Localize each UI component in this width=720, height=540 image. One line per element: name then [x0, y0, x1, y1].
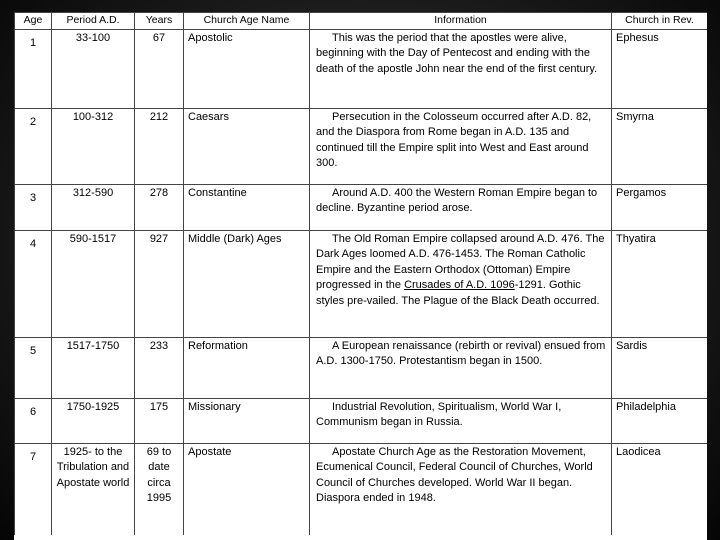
info-text — [316, 232, 607, 310]
years-cell: 927 — [135, 230, 184, 337]
info-text: Industrial Revolution, Spiritualism, World War I, Communism began in Russia. — [316, 400, 562, 428]
period-cell: 33-100 — [52, 29, 135, 108]
name-cell: Reformation — [184, 337, 310, 398]
age-cell: 4 — [15, 230, 52, 337]
info-text-pre: The Old Roman Empire collapsed around A.D. 476. The Dark Ages loomed A.D. 476-1453. The Roman Catholic Empire and the Eastern Orthodox (Ottoman) Empire progressed in the — [316, 232, 605, 291]
years-cell: 212 — [135, 108, 184, 184]
info-cell — [310, 230, 612, 337]
years-cell: 278 — [135, 184, 184, 230]
age-cell: 5 — [15, 337, 52, 398]
church-cell: Pergamos — [612, 184, 708, 230]
age-cell: 7 — [15, 443, 52, 535]
years-cell: 233 — [135, 337, 184, 398]
table-row — [15, 443, 708, 535]
years-cell: 175 — [135, 398, 184, 443]
info-text: This was the period that the apostles were alive, beginning with the Day of Pentecost and ending with the death of the apostle John near the end of the first century. — [316, 31, 598, 75]
period-cell: 590-1517 — [52, 230, 135, 337]
church-cell: Thyatira — [612, 230, 708, 337]
info-text-post: -1291. Gothic styles pre-vailed. The Plague of the Black Death occurred. — [316, 279, 600, 307]
age-cell: 3 — [15, 184, 52, 230]
info-text: Around A.D. 400 the Western Roman Empire began to decline. Byzantine period arose. — [316, 186, 598, 214]
name-cell: Apostate — [184, 443, 310, 535]
document-page — [14, 12, 707, 540]
church-ages-table — [14, 12, 707, 535]
header-period: Period A.D. — [52, 13, 135, 30]
header-church-in-rev: Church in Rev. — [612, 13, 708, 30]
name-cell: Constantine — [184, 184, 310, 230]
age-cell: 1 — [15, 29, 52, 108]
info-cell — [310, 443, 612, 535]
table-row — [15, 230, 708, 337]
church-cell: Philadelphia — [612, 398, 708, 443]
name-cell: Middle (Dark) Ages — [184, 230, 310, 337]
period-cell: 1750-1925 — [52, 398, 135, 443]
info-cell — [310, 29, 612, 108]
info-text: Persecution in the Colosseum occurred after A.D. 82, and the Diaspora from Rome began in A.D. 135 and continued till the Empire split into West and East around 300. — [316, 110, 592, 169]
period-cell: 100-312 — [52, 108, 135, 184]
header-information: Information — [310, 13, 612, 30]
header-age: Age — [15, 13, 52, 30]
period-cell: 1517-1750 — [52, 337, 135, 398]
church-cell: Smyrna — [612, 108, 708, 184]
church-cell: Ephesus — [612, 29, 708, 108]
years-cell: 69 to date circa 1995 — [135, 443, 184, 535]
table-row — [15, 184, 708, 230]
info-cell — [310, 184, 612, 230]
period-cell: 312-590 — [52, 184, 135, 230]
table-row — [15, 337, 708, 398]
name-cell: Missionary — [184, 398, 310, 443]
info-text: A European renaissance (rebirth or revival) ensued from A.D. 1300-1750. Protestantism began in 1500. — [316, 339, 606, 367]
table-row — [15, 398, 708, 443]
header-years: Years — [135, 13, 184, 30]
table-row — [15, 108, 708, 184]
age-cell: 2 — [15, 108, 52, 184]
info-cell — [310, 337, 612, 398]
info-cell — [310, 398, 612, 443]
period-cell: 1925- to the Tribulation and Apostate world — [52, 443, 135, 535]
info-text: Apostate Church Age as the Restoration Movement, Ecumenical Council, Federal Council of Churches, World Council of Churches developed. World War II began. Diaspora ended in 1948. — [316, 445, 593, 504]
table-row — [15, 29, 708, 108]
info-cell — [310, 108, 612, 184]
header-church-age-name: Church Age Name — [184, 13, 310, 30]
years-cell: 67 — [135, 29, 184, 108]
header-row — [15, 13, 708, 30]
name-cell: Apostolic — [184, 29, 310, 108]
age-cell: 6 — [15, 398, 52, 443]
crusades-link-text: Crusades of A.D. 1096 — [404, 279, 515, 291]
name-cell: Caesars — [184, 108, 310, 184]
church-cell: Laodicea — [612, 443, 708, 535]
church-cell: Sardis — [612, 337, 708, 398]
